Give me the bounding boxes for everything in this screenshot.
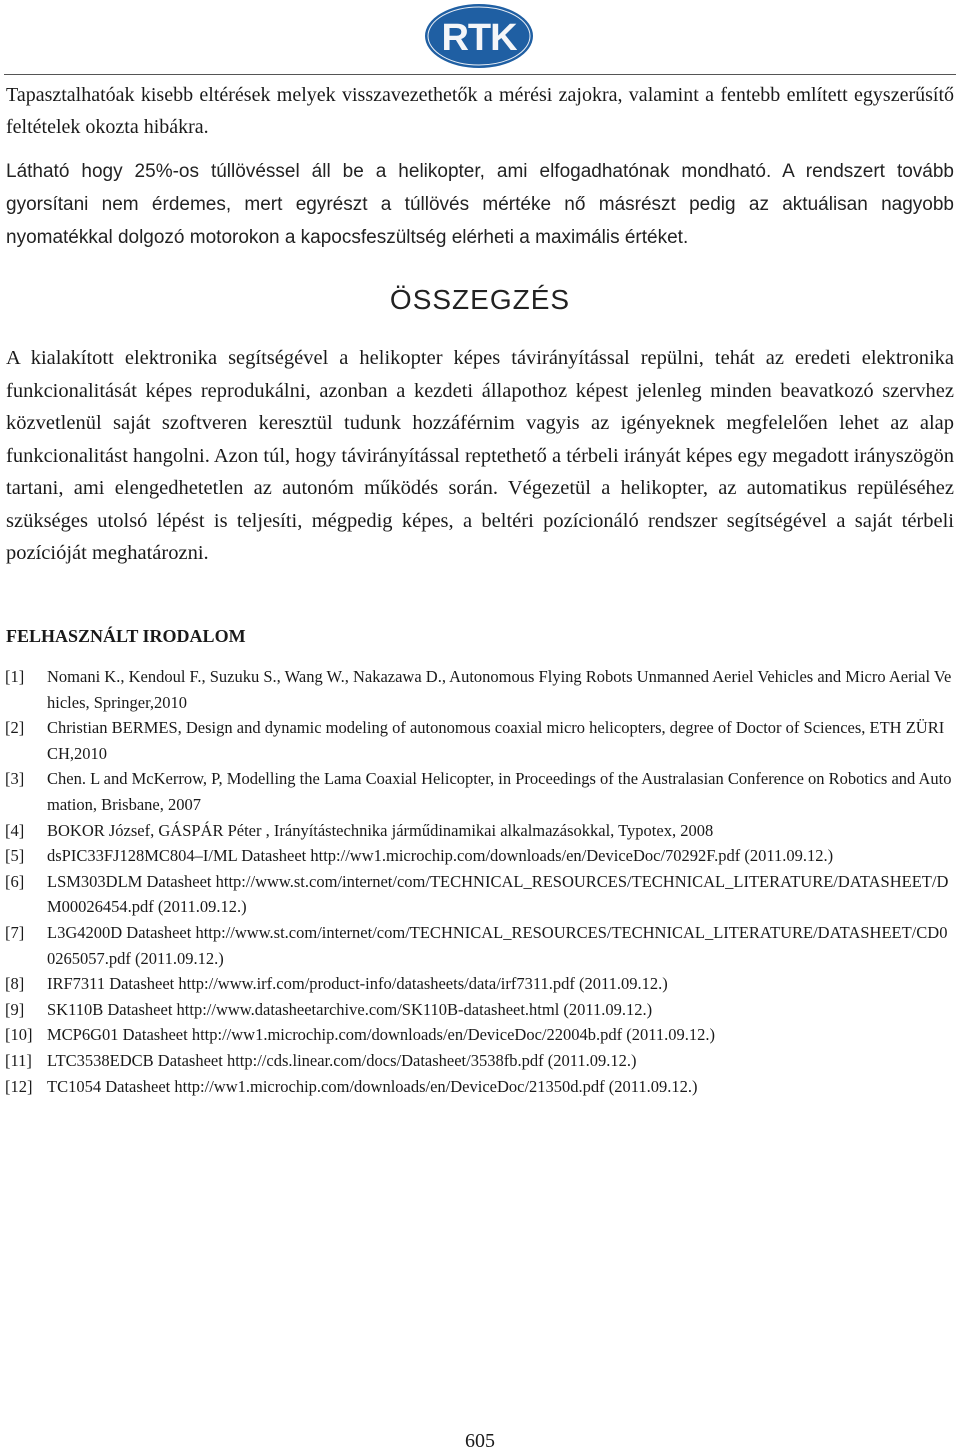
reference-text: Nomani K., Kendoul F., Suzuku S., Wang W., Nakazawa D., Autonomous Flying Robots Unmanned Aeriel Vehicles and Micro Aerial Vehicles, Springer,2010 <box>47 667 952 712</box>
reference-number: [6] <box>5 871 25 891</box>
reference-number: [10] <box>5 1025 33 1045</box>
reference-item <box>0 818 960 844</box>
reference-text: Christian BERMES, Design and dynamic modeling of autonomous coaxial micro helicopters, degree of Doctor of Sciences, ETH ZÜRICH,2010 <box>47 718 945 763</box>
rtk-logo <box>424 3 534 69</box>
reference-text: MCP6G01 Datasheet http://ww1.microchip.com/downloads/en/DeviceDoc/22004b.pdf (2011.09.12.) <box>47 1025 715 1045</box>
reference-item <box>0 997 960 1023</box>
reference-text: Chen. L and McKerrow, P, Modelling the Lama Coaxial Helicopter, in Proceedings of the Australasian Conference on Robotics and Automation, Brisbane, 2007 <box>47 769 952 814</box>
reference-number: [12] <box>5 1076 33 1096</box>
reference-item <box>0 664 960 715</box>
reference-text: dsPIC33FJ128MC804–I/ML Datasheet http://ww1.microchip.com/downloads/en/DeviceDoc/70292F.pdf (2011.09.12.) <box>47 846 834 866</box>
reference-item <box>0 1074 960 1100</box>
reference-text: LSM303DLM Datasheet http://www.st.com/internet/com/TECHNICAL_RESOURCES/TECHNICAL_LITERATURE/DATASHEET/DM00026454.pdf (2011.09.12.) <box>47 871 949 917</box>
reference-item <box>0 766 960 817</box>
reference-number: [11] <box>5 1050 32 1070</box>
reference-item <box>0 843 960 869</box>
reference-text: BOKOR József, GÁSPÁR Péter , Irányítástechnika járműdinamikai alkalmazásokkal, Typotex, 2008 <box>47 820 714 840</box>
reference-text: TC1054 Datasheet http://ww1.microchip.com/downloads/en/DeviceDoc/21350d.pdf (2011.09.12.) <box>47 1076 698 1096</box>
reference-item <box>0 869 960 920</box>
intro-paragraph-1: Tapasztalhatóak kisebb eltérések melyek visszavezethetők a mérési zajokra, valamint a fentebb említett egyszerűsítő feltételek okozta hibákra. <box>6 84 954 138</box>
reference-number: [8] <box>5 974 25 994</box>
reference-item <box>0 920 960 971</box>
reference-text: L3G4200D Datasheet http://www.st.com/internet/com/TECHNICAL_RESOURCES/TECHNICAL_LITERATURE/DATASHEET/CD00265057.pdf (2011.09.12.) <box>47 922 948 968</box>
reference-item <box>0 971 960 997</box>
page-number: 605 <box>465 1430 495 1452</box>
reference-text: IRF7311 Datasheet http://www.irf.com/product-info/datasheets/data/irf7311.pdf (2011.09.12.) <box>47 974 668 994</box>
page-header <box>0 0 960 80</box>
reference-number: [4] <box>5 820 25 840</box>
reference-number: [1] <box>5 667 25 686</box>
header-rule <box>4 74 956 75</box>
reference-item <box>0 1022 960 1048</box>
svg-text:RTK: RTK <box>441 17 517 59</box>
reference-number: [5] <box>5 846 25 866</box>
reference-number: [9] <box>5 999 25 1019</box>
reference-item <box>0 715 960 766</box>
reference-number: [3] <box>5 769 25 789</box>
reference-number: [2] <box>5 718 25 738</box>
intro-paragraph-2: Látható hogy 25%-os túllövéssel áll be a helikopter, ami elfogadhatónak mondható. A rendszert tovább gyorsítani nem érdemes, mert egyrészt a túllövés mértéke nő másrészt pedig az aktuálisan nagyobb nyomatékkal dolgozó motorokon a kapocsfeszültség elérheti a maximális értéket. <box>6 161 954 248</box>
reference-item <box>0 1048 960 1074</box>
reference-number: [7] <box>5 922 25 942</box>
reference-text: SK110B Datasheet http://www.datasheetarchive.com/SK110B-datasheet.html (2011.09.12.) <box>47 999 653 1019</box>
summary-heading: ÖSSZEGZÉS <box>389 284 571 315</box>
summary-paragraph: A kialakított elektronika segítségével a helikopter képes távirányítással repülni, tehát az eredeti elektronika funkcionalitását képes reprodukálni, azonban a kezdeti állapothoz képest jelenleg minden beavatkozó szervhez közvetlenül saját szoftveren keresztül tudunk hozzáférnim vagyis az igényeknek megfelelően lehet az alap funkcionalitást hangolni. Azon túl, hogy távirányítással reptethető a térbeli irányát képes egy megadott irányszögön tartani, ami elengedhetetlen az autonóm működés során. Végezetül a helikopter, az automatikus repüléséhez szükséges utolsó lépést is teljesíti, mégpedig képes, a beltéri pozícionáló rendszer segítségével a saját térbeli pozícióját meghatározni. <box>6 347 954 564</box>
reference-list <box>0 664 960 1099</box>
reference-text: LTC3538EDCB Datasheet http://cds.linear.com/docs/Datasheet/3538fb.pdf (2011.09.12.) <box>47 1050 637 1070</box>
references-title: FELHASZNÁLT IRODALOM <box>6 626 246 646</box>
